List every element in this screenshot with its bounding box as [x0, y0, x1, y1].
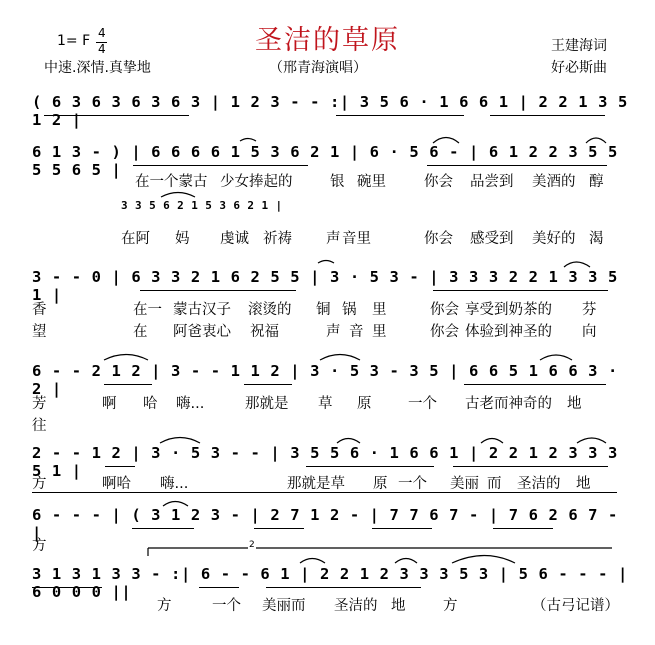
key-signature: 1= F — [57, 33, 91, 49]
lyric-verse2-a-2: 妈 — [175, 231, 190, 247]
lyric-verse2-a-9: 美好的 — [532, 231, 576, 247]
lyric-verse2-a-10: 渴 — [589, 231, 604, 247]
lyric-chorus2-9: 圣洁的 — [517, 476, 561, 492]
lyric-verse2-b-3: 阿爸衷心 — [173, 324, 231, 340]
lyric-verse2-a-1: 在阿 — [121, 231, 150, 247]
lyric-verse2-b-2: 在 — [133, 324, 148, 340]
notation-row-6: 6 - - - | ( 3 1 2 3 - | 2 7 1 2 - | 7 7 6 7 - | 7 6 2 6 7 - | — [32, 506, 618, 542]
lyric-verse1-a-4: 碗里 — [357, 174, 386, 190]
notation-row-2: 6 1 3 - ) | 6 6 6 6 1 5 3 6 2 1 | 6 · 5 6 - | 6 1 2 2 3 5 5 5 5 6 5 | — [32, 143, 618, 179]
lyric-verse1-a-3: 银 — [330, 174, 345, 190]
lyric-verse1-a-7: 美酒的 — [532, 174, 576, 190]
lyric-verse2-a-5: 声 — [326, 231, 341, 247]
lyric-chorus2-10: 地 — [576, 476, 591, 492]
tempo-marking: 中速.深情.真挚地 — [44, 60, 151, 76]
lyric-verse1-a-6: 品尝到 — [470, 174, 514, 190]
lyric-verse1-b-10: 芬 — [582, 302, 597, 318]
lyric-chorus1-alt: 往 — [32, 418, 47, 434]
lyric-chorus2-6: 一个 — [398, 476, 427, 492]
lyric-verse1-b-6: 锅 — [342, 302, 357, 318]
lyric-verse2-b-4: 祝福 — [250, 324, 279, 340]
lyric-chorus2-5: 原 — [373, 476, 388, 492]
time-signature-top: 4 — [98, 26, 106, 40]
lyric-verse2-b-5: 声 — [326, 324, 341, 340]
lyric-chorus2-7: 美丽 — [450, 476, 479, 492]
lyric-verse2-b-8: 你会 — [430, 324, 459, 340]
lyric-end-1: 方 — [157, 598, 172, 614]
lyric-verse1-b-5: 铜 — [316, 302, 331, 318]
notation-row-4: 6 - - 2 1 2 | 3 - - 1 1 2 | 3 · 5 3 - 3 5 | 6 6 5 1 6 6 3 · 2 | — [32, 362, 618, 398]
lyric-verse1-a-8: 醇 — [589, 174, 604, 190]
notation-row-3: 3 - - 0 | 6 3 3 2 1 6 2 5 5 | 3 · 5 3 - | 3 3 3 2 2 1 3 3 5 1 | — [32, 268, 618, 304]
lyric-chorus1-6: 草 — [318, 396, 333, 412]
lyric-chorus1-7: 原 — [357, 396, 372, 412]
divider-line — [32, 492, 617, 493]
lyric-chorus2-3: 嗨... — [160, 476, 189, 492]
notation-row-7: 3 1 3 1 3 3 - :| 6 - - 6 1 | 2 2 1 2 3 3 3 5 3 | 5 6 - - - | 6 0 0 0 || — [32, 565, 628, 601]
song-title: 圣洁的草原 — [255, 25, 400, 56]
lyric-verse2-b-7: 里 — [372, 324, 387, 340]
lyric-end-6: 方 — [443, 598, 458, 614]
lyric-verse1-b-7: 里 — [372, 302, 387, 318]
lyric-end-5: 地 — [391, 598, 406, 614]
notation-row-1: ( 6 3 6 3 6 3 6 3 | 1 2 3 - - :| 3 5 6 · 1 6 6 1 | 2 2 1 3 5 1 2 | — [32, 93, 628, 129]
time-signature-bottom: 4 — [98, 42, 106, 56]
lyric-verse2-a-7: 你会 — [424, 231, 453, 247]
lyric-verse2-a-6: 音里 — [342, 231, 371, 247]
lyric-chorus1-10: 地 — [567, 396, 582, 412]
lyric-chorus1-8: 一个 — [408, 396, 437, 412]
lyric-chorus1-1: 芳 — [32, 396, 47, 412]
notation-row-2-alt: 3 3 5 6 2 1 5 3 6 2 1 | — [121, 199, 283, 212]
lyric-chorus1-3: 哈 — [143, 396, 158, 412]
lyric-verse1-b-1: 香 — [32, 302, 47, 318]
lyric-verse2-a-3: 虔诚 — [220, 231, 249, 247]
volta-number: 2 — [249, 540, 255, 550]
lyric-end-2: 一个 — [212, 598, 241, 614]
lyric-chorus2-2: 啊哈 — [102, 476, 131, 492]
lyric-verse2-b-6: 音 — [349, 324, 364, 340]
lyric-end-3: 美丽而 — [262, 598, 306, 614]
lyric-verse1-a-2: 少女捧起的 — [220, 174, 293, 190]
lyric-verse2-b-9: 体验到神圣的 — [465, 324, 552, 340]
lyric-chorus3-1: 方 — [32, 538, 47, 554]
lyric-chorus1-9: 古老而神奇的 — [465, 396, 552, 412]
lyric-verse2-a-4: 祈祷 — [263, 231, 292, 247]
lyric-chorus1-2: 啊 — [102, 396, 117, 412]
lyric-verse1-a-1: 在一个蒙古 — [135, 174, 208, 190]
lyric-chorus2-4: 那就是草 — [287, 476, 345, 492]
lyric-verse2-b-10: 向 — [582, 324, 597, 340]
lyric-verse1-b-2: 在一 — [133, 302, 162, 318]
lyric-verse2-b-1: 望 — [32, 324, 47, 340]
lyric-verse2-a-8: 感受到 — [470, 231, 514, 247]
lyric-verse1-b-8: 你会 — [430, 302, 459, 318]
lyric-verse1-b-3: 蒙古汉子 — [173, 302, 231, 318]
lyric-chorus2-1: 方 — [32, 476, 47, 492]
lyric-verse1-b-9: 享受到奶茶的 — [465, 302, 552, 318]
lyric-end-4: 圣洁的 — [334, 598, 378, 614]
lyric-chorus2-8: 而 — [487, 476, 502, 492]
singer-credit: （邢青海演唱） — [269, 60, 367, 76]
lyricist-credit: 王建海词 — [551, 38, 607, 54]
lyric-chorus1-5: 那就是 — [245, 396, 289, 412]
lyric-chorus1-4: 嗨... — [176, 396, 205, 412]
composer-credit: 好必斯曲 — [551, 60, 607, 76]
notation-row-5: 2 - - 1 2 | 3 · 5 3 - - | 3 5 5 6 · 1 6 6 1 | 2 2 1 2 3 3 3 5 1 | — [32, 444, 618, 480]
transcriber-credit: （古弓记谱） — [532, 598, 619, 614]
lyric-verse1-a-5: 你会 — [424, 174, 453, 190]
lyric-verse1-b-4: 滚烫的 — [248, 302, 292, 318]
